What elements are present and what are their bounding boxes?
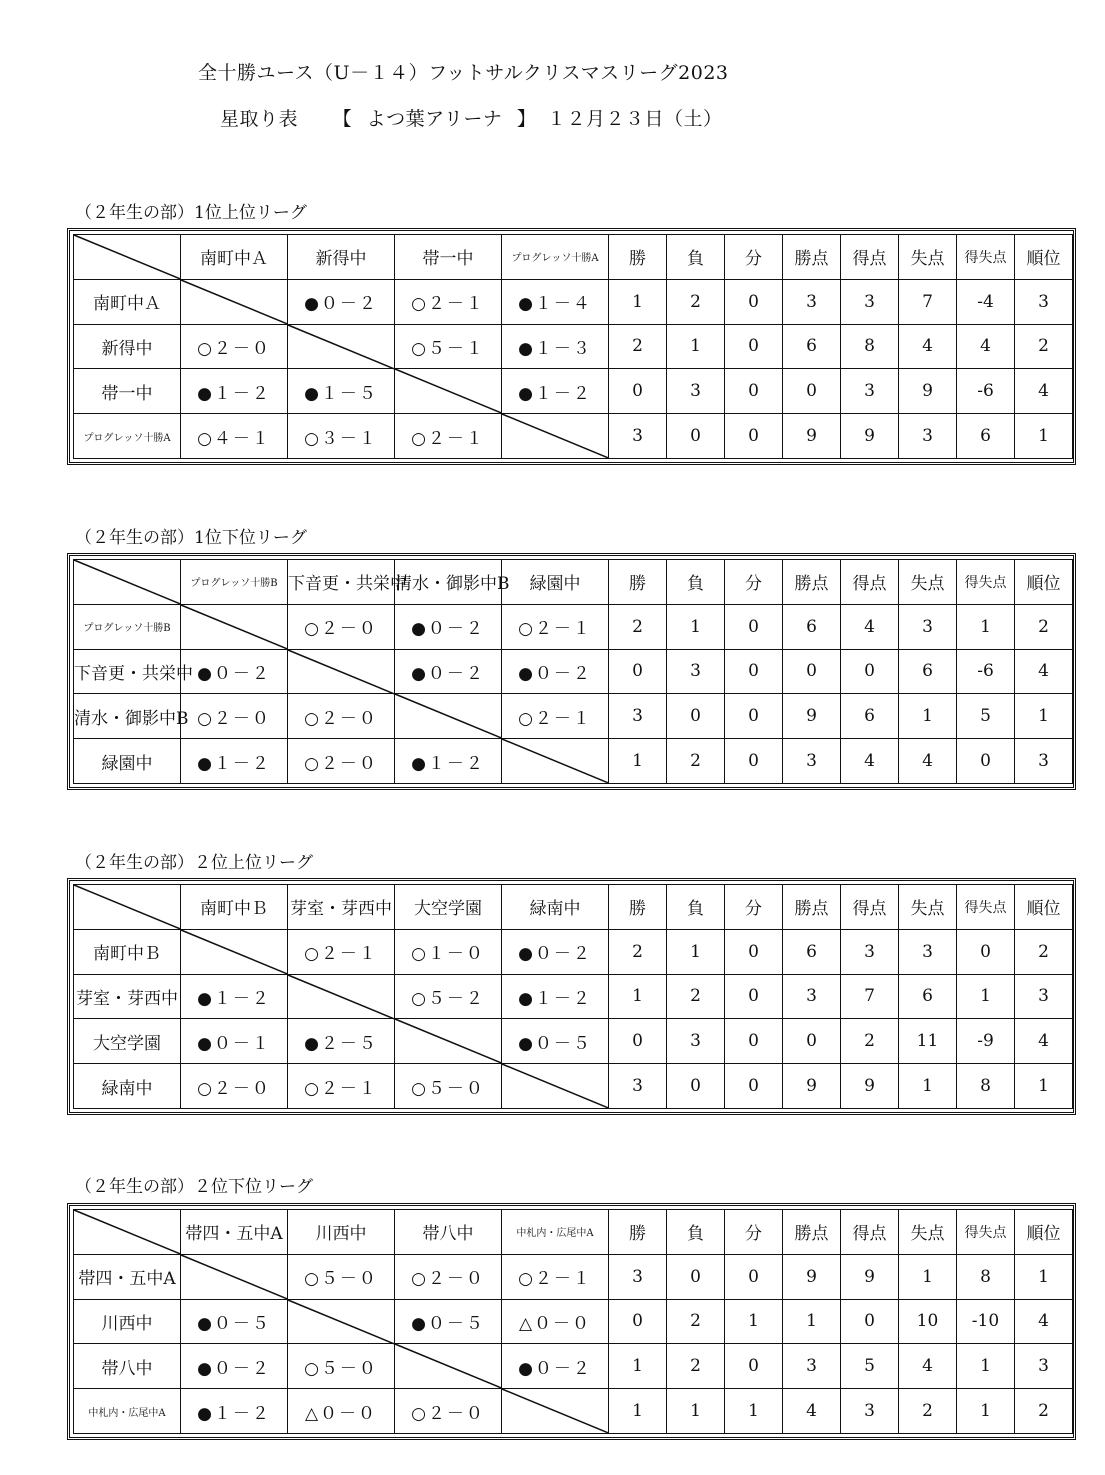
stat-cell: 0 [609, 649, 667, 694]
match-result-cell: ●１－２ [502, 974, 609, 1019]
stat-cell: 4 [1015, 1299, 1073, 1344]
league-table [73, 559, 1073, 784]
row-team-name: 南町中Ｂ [74, 929, 181, 974]
stat-cell: 3 [841, 1389, 899, 1434]
stat-cell: 3 [841, 279, 899, 324]
stat-header: 得失点 [957, 885, 1015, 930]
table-row [74, 1254, 1073, 1299]
match-result-cell: ●０－５ [181, 1299, 288, 1344]
match-result-cell: ○５－１ [395, 324, 502, 369]
row-team-name: 中札内・広尾中A [74, 1389, 181, 1434]
match-result-cell: ○５－２ [395, 974, 502, 1019]
row-team-name: 芽室・芽西中 [74, 974, 181, 1019]
stat-cell: 1 [899, 694, 957, 739]
stat-cell: 3 [609, 414, 667, 459]
stat-cell: 9 [783, 694, 841, 739]
column-team-name: プログレッソ十勝B [181, 560, 288, 605]
stat-cell: -9 [957, 1019, 1015, 1064]
stat-cell: 2 [841, 1019, 899, 1064]
stat-cell: 8 [957, 1064, 1015, 1109]
match-result-cell: ●０－２ [502, 649, 609, 694]
table-row [74, 604, 1073, 649]
stat-header: 分 [725, 885, 783, 930]
stat-cell: 1 [725, 1389, 783, 1434]
match-result-cell: ○２－１ [502, 604, 609, 649]
stat-cell: 3 [1015, 739, 1073, 784]
self-match-diagonal-cell [181, 279, 288, 324]
league-table [73, 1209, 1073, 1434]
corner-diagonal-cell [74, 235, 181, 280]
table-header-row [74, 885, 1073, 930]
stat-cell: 9 [783, 414, 841, 459]
stat-cell: 9 [841, 1254, 899, 1299]
column-team-name: 中札内・広尾中A [502, 1210, 609, 1255]
section-title: （２年生の部）1位上位リーグ [75, 203, 307, 223]
stat-cell: 0 [783, 369, 841, 414]
stat-cell: 0 [725, 929, 783, 974]
stat-header: 得点 [841, 1210, 899, 1255]
stat-cell: 3 [667, 1019, 725, 1064]
column-team-name: 緑南中 [502, 885, 609, 930]
table-row [74, 649, 1073, 694]
table-row [74, 739, 1073, 784]
league-table-frame [67, 228, 1076, 465]
stat-header: 得失点 [957, 235, 1015, 280]
table-row [74, 1299, 1073, 1344]
stat-cell: 1 [609, 739, 667, 784]
self-match-diagonal-cell [395, 369, 502, 414]
stat-cell: -6 [957, 649, 1015, 694]
stat-header: 得失点 [957, 560, 1015, 605]
match-result-cell: ●１－２ [181, 1389, 288, 1434]
page-subtitle [220, 104, 723, 131]
stat-cell: 8 [957, 1254, 1015, 1299]
row-team-name: 帯八中 [74, 1344, 181, 1389]
stat-cell: 0 [725, 604, 783, 649]
row-team-name: 緑南中 [74, 1064, 181, 1109]
stat-cell: 3 [609, 1254, 667, 1299]
table-row [74, 279, 1073, 324]
stat-cell: 3 [783, 974, 841, 1019]
stat-cell: 1 [725, 1299, 783, 1344]
stat-cell: 3 [1015, 279, 1073, 324]
column-team-name: 新得中 [288, 235, 395, 280]
row-team-name: 帯一中 [74, 369, 181, 414]
stat-cell: 0 [957, 739, 1015, 784]
stat-cell: 0 [725, 414, 783, 459]
stat-cell: 6 [957, 414, 1015, 459]
self-match-diagonal-cell [395, 1019, 502, 1064]
stat-cell: 1 [667, 324, 725, 369]
stat-header: 分 [725, 560, 783, 605]
row-team-name: 緑園中 [74, 739, 181, 784]
stat-cell: 4 [899, 1344, 957, 1389]
subtitle-venue: よつ葉アリーナ [366, 108, 503, 130]
stat-cell: -10 [957, 1299, 1015, 1344]
stat-cell: 7 [899, 279, 957, 324]
match-result-cell: ○４－１ [181, 414, 288, 459]
stat-cell: 7 [841, 974, 899, 1019]
stat-cell: 0 [667, 694, 725, 739]
stat-header: 勝点 [783, 885, 841, 930]
stat-cell: 2 [1015, 324, 1073, 369]
column-team-name: 清水・御影中B [395, 560, 502, 605]
stat-cell: 0 [725, 1064, 783, 1109]
match-result-cell: ○２－０ [288, 694, 395, 739]
stat-cell: 1 [1015, 1254, 1073, 1299]
stat-cell: -6 [957, 369, 1015, 414]
stat-cell: 1 [957, 1344, 1015, 1389]
match-result-cell: ○２－０ [288, 739, 395, 784]
stat-cell: 1 [667, 604, 725, 649]
stat-cell: 9 [841, 414, 899, 459]
match-result-cell: ●０－１ [181, 1019, 288, 1064]
column-team-name: プログレッソ十勝A [502, 235, 609, 280]
match-result-cell: ○２－０ [395, 1389, 502, 1434]
corner-diagonal-cell [74, 1210, 181, 1255]
stat-header: 分 [725, 235, 783, 280]
stat-header: 失点 [899, 235, 957, 280]
self-match-diagonal-cell [395, 694, 502, 739]
match-result-cell: ●１－２ [395, 739, 502, 784]
self-match-diagonal-cell [502, 414, 609, 459]
stat-header: 順位 [1015, 1210, 1073, 1255]
match-result-cell: ●０－５ [395, 1299, 502, 1344]
stat-cell: 1 [957, 604, 1015, 649]
match-result-cell: ○３－１ [288, 414, 395, 459]
stat-cell: 3 [899, 929, 957, 974]
match-result-cell: ●０－２ [395, 604, 502, 649]
column-team-name: 下音更・共栄中 [288, 560, 395, 605]
match-result-cell: ○５－０ [288, 1344, 395, 1389]
stat-cell: 1 [609, 1389, 667, 1434]
table-row [74, 324, 1073, 369]
stat-cell: 0 [841, 649, 899, 694]
match-result-cell: ○２－１ [502, 1254, 609, 1299]
stat-cell: 0 [725, 1019, 783, 1064]
match-result-cell: ●０－５ [502, 1019, 609, 1064]
match-result-cell: ●１－４ [502, 279, 609, 324]
row-team-name: 川西中 [74, 1299, 181, 1344]
column-team-name: 南町中Ａ [181, 235, 288, 280]
stat-cell: 1 [667, 929, 725, 974]
self-match-diagonal-cell [288, 649, 395, 694]
stat-cell: 1 [957, 1389, 1015, 1434]
stat-cell: 0 [725, 324, 783, 369]
match-result-cell: ●０－２ [395, 649, 502, 694]
match-result-cell: ○１－０ [395, 929, 502, 974]
stat-cell: 0 [609, 369, 667, 414]
table-header-row [74, 235, 1073, 280]
stat-cell: 1 [899, 1254, 957, 1299]
stat-cell: -4 [957, 279, 1015, 324]
stat-cell: 0 [783, 1019, 841, 1064]
match-result-cell: ●０－２ [502, 929, 609, 974]
stat-header: 順位 [1015, 235, 1073, 280]
stat-cell: 1 [667, 1389, 725, 1434]
table-row [74, 694, 1073, 739]
stat-header: 勝点 [783, 1210, 841, 1255]
stat-cell: 2 [667, 974, 725, 1019]
league-table [73, 234, 1073, 459]
match-result-cell: ○２－１ [395, 414, 502, 459]
stat-cell: 6 [899, 649, 957, 694]
stat-header: 勝 [609, 885, 667, 930]
stat-cell: 0 [667, 1064, 725, 1109]
match-result-cell: ○２－０ [395, 1254, 502, 1299]
self-match-diagonal-cell [502, 739, 609, 784]
stat-cell: 11 [899, 1019, 957, 1064]
stat-header: 勝点 [783, 235, 841, 280]
section-title: （２年生の部）２位上位リーグ [75, 853, 313, 873]
stat-header: 得失点 [957, 1210, 1015, 1255]
stat-cell: 4 [899, 739, 957, 784]
match-result-cell: ○２－０ [181, 1064, 288, 1109]
subtitle-bracket-close: 】 [516, 108, 537, 130]
stat-cell: 6 [783, 324, 841, 369]
self-match-diagonal-cell [395, 1344, 502, 1389]
self-match-diagonal-cell [288, 974, 395, 1019]
stat-cell: 1 [957, 974, 1015, 1019]
column-team-name: 芽室・芽西中 [288, 885, 395, 930]
stat-cell: 2 [1015, 1389, 1073, 1434]
stat-header: 得点 [841, 235, 899, 280]
stat-cell: 0 [725, 1344, 783, 1389]
stat-cell: 9 [899, 369, 957, 414]
stat-cell: 3 [609, 694, 667, 739]
match-result-cell: ○２－０ [288, 604, 395, 649]
stat-cell: 3 [899, 604, 957, 649]
self-match-diagonal-cell [502, 1389, 609, 1434]
stat-header: 勝 [609, 560, 667, 605]
stat-header: 負 [667, 560, 725, 605]
stat-cell: 3 [783, 279, 841, 324]
stat-cell: 2 [609, 604, 667, 649]
match-result-cell: △０－０ [502, 1299, 609, 1344]
stat-cell: 3 [667, 649, 725, 694]
stat-header: 得点 [841, 885, 899, 930]
row-team-name: 帯四・五中A [74, 1254, 181, 1299]
stat-cell: 10 [899, 1299, 957, 1344]
league-table-frame [67, 553, 1076, 790]
stat-cell: 4 [841, 739, 899, 784]
stat-header: 負 [667, 235, 725, 280]
self-match-diagonal-cell [181, 929, 288, 974]
stat-cell: 0 [725, 279, 783, 324]
stat-cell: 0 [725, 1254, 783, 1299]
stat-cell: 0 [841, 1299, 899, 1344]
self-match-diagonal-cell [502, 1064, 609, 1109]
stat-cell: 9 [783, 1064, 841, 1109]
stat-cell: 1 [1015, 414, 1073, 459]
stat-cell: 0 [609, 1019, 667, 1064]
stat-cell: 5 [957, 694, 1015, 739]
stat-header: 負 [667, 885, 725, 930]
stat-cell: 3 [783, 1344, 841, 1389]
row-team-name: 大空学園 [74, 1019, 181, 1064]
stat-header: 失点 [899, 560, 957, 605]
stat-header: 失点 [899, 885, 957, 930]
match-result-cell: ●０－２ [181, 1344, 288, 1389]
column-team-name: 緑園中 [502, 560, 609, 605]
column-team-name: 帯四・五中A [181, 1210, 288, 1255]
table-header-row [74, 560, 1073, 605]
stat-cell: 1 [1015, 694, 1073, 739]
stat-cell: 3 [899, 414, 957, 459]
stat-cell: 0 [725, 369, 783, 414]
column-team-name: 帯八中 [395, 1210, 502, 1255]
stat-header: 順位 [1015, 885, 1073, 930]
stat-cell: 0 [667, 1254, 725, 1299]
subtitle-bracket-open: 【 [332, 108, 353, 130]
stat-cell: 9 [783, 1254, 841, 1299]
row-team-name: 新得中 [74, 324, 181, 369]
table-row [74, 974, 1073, 1019]
stat-cell: 2 [667, 279, 725, 324]
stat-cell: 4 [783, 1389, 841, 1434]
column-team-name: 大空学園 [395, 885, 502, 930]
stat-cell: 9 [841, 1064, 899, 1109]
match-result-cell: ●１－２ [181, 974, 288, 1019]
row-team-name: 下音更・共栄中 [74, 649, 181, 694]
table-row [74, 1064, 1073, 1109]
match-result-cell: ○２－１ [395, 279, 502, 324]
table-header-row [74, 1210, 1073, 1255]
stat-cell: 0 [957, 929, 1015, 974]
stat-cell: 1 [609, 974, 667, 1019]
match-result-cell: ●０－２ [181, 649, 288, 694]
match-result-cell: ○２－０ [181, 324, 288, 369]
stat-cell: 8 [841, 324, 899, 369]
column-team-name: 南町中Ｂ [181, 885, 288, 930]
table-row [74, 1389, 1073, 1434]
league-table-frame [67, 1203, 1076, 1440]
row-team-name: 清水・御影中B [74, 694, 181, 739]
stat-cell: 1 [899, 1064, 957, 1109]
self-match-diagonal-cell [181, 604, 288, 649]
table-row [74, 1019, 1073, 1064]
match-result-cell: ●１－２ [181, 369, 288, 414]
match-result-cell: ●１－２ [502, 369, 609, 414]
row-team-name: 南町中Ａ [74, 279, 181, 324]
stat-cell: 1 [609, 1344, 667, 1389]
stat-cell: 3 [667, 369, 725, 414]
stat-header: 順位 [1015, 560, 1073, 605]
stat-cell: 3 [783, 739, 841, 784]
stat-cell: 0 [725, 974, 783, 1019]
match-result-cell: ●０－２ [288, 279, 395, 324]
stat-cell: 6 [841, 694, 899, 739]
stat-cell: 4 [957, 324, 1015, 369]
column-team-name: 帯一中 [395, 235, 502, 280]
match-result-cell: ○２－１ [288, 929, 395, 974]
stat-header: 負 [667, 1210, 725, 1255]
stat-cell: 0 [783, 649, 841, 694]
column-team-name: 川西中 [288, 1210, 395, 1255]
stat-cell: 3 [841, 369, 899, 414]
stat-cell: 3 [841, 929, 899, 974]
stat-cell: 5 [841, 1344, 899, 1389]
row-team-name: プログレッソ十勝B [74, 604, 181, 649]
stat-cell: 4 [1015, 369, 1073, 414]
stat-cell: 0 [609, 1299, 667, 1344]
stat-cell: 2 [899, 1389, 957, 1434]
stat-cell: 0 [725, 739, 783, 784]
stat-header: 勝点 [783, 560, 841, 605]
stat-cell: 6 [899, 974, 957, 1019]
row-team-name: プログレッソ十勝A [74, 414, 181, 459]
stat-cell: 2 [609, 929, 667, 974]
match-result-cell: ●２－５ [288, 1019, 395, 1064]
stat-cell: 6 [783, 604, 841, 649]
match-result-cell: ○２－１ [288, 1064, 395, 1109]
corner-diagonal-cell [74, 560, 181, 605]
stat-cell: 2 [1015, 604, 1073, 649]
self-match-diagonal-cell [288, 1299, 395, 1344]
match-result-cell: ●１－３ [502, 324, 609, 369]
stat-cell: 2 [667, 1299, 725, 1344]
stat-header: 勝 [609, 235, 667, 280]
stat-cell: 2 [667, 739, 725, 784]
self-match-diagonal-cell [181, 1254, 288, 1299]
stat-cell: 3 [609, 1064, 667, 1109]
match-result-cell: ○２－０ [181, 694, 288, 739]
stat-header: 分 [725, 1210, 783, 1255]
match-result-cell: ●１－２ [181, 739, 288, 784]
stat-cell: 4 [899, 324, 957, 369]
match-result-cell: ○５－０ [288, 1254, 395, 1299]
stat-cell: 0 [667, 414, 725, 459]
stat-header: 失点 [899, 1210, 957, 1255]
stat-cell: 4 [841, 604, 899, 649]
match-result-cell: ●１－５ [288, 369, 395, 414]
league-table-frame [67, 878, 1076, 1115]
subtitle-date: １２月２３日（土） [546, 108, 723, 130]
stat-header: 勝 [609, 1210, 667, 1255]
match-result-cell: ●０－２ [502, 1344, 609, 1389]
page-title: 全十勝ユース（U－１４）フットサルクリスマスリーグ2023 [198, 62, 729, 84]
stat-cell: 0 [725, 649, 783, 694]
self-match-diagonal-cell [288, 324, 395, 369]
table-row [74, 369, 1073, 414]
match-result-cell: ○２－１ [502, 694, 609, 739]
subtitle-label: 星取り表 [220, 108, 299, 130]
stat-cell: 4 [1015, 1019, 1073, 1064]
stat-cell: 2 [667, 1344, 725, 1389]
match-result-cell: ○５－０ [395, 1064, 502, 1109]
table-row [74, 929, 1073, 974]
stat-cell: 4 [1015, 649, 1073, 694]
stat-cell: 1 [609, 279, 667, 324]
stat-header: 得点 [841, 560, 899, 605]
league-table [73, 884, 1073, 1109]
corner-diagonal-cell [74, 885, 181, 930]
stat-cell: 0 [725, 694, 783, 739]
stat-cell: 1 [783, 1299, 841, 1344]
stat-cell: 2 [1015, 929, 1073, 974]
match-result-cell: △０－０ [288, 1389, 395, 1434]
stat-cell: 1 [1015, 1064, 1073, 1109]
section-title: （２年生の部）1位下位リーグ [75, 528, 307, 548]
stat-cell: 2 [609, 324, 667, 369]
stat-cell: 3 [1015, 1344, 1073, 1389]
stat-cell: 3 [1015, 974, 1073, 1019]
table-row [74, 414, 1073, 459]
stat-cell: 6 [783, 929, 841, 974]
table-row [74, 1344, 1073, 1389]
section-title: （２年生の部）２位下位リーグ [75, 1177, 313, 1197]
